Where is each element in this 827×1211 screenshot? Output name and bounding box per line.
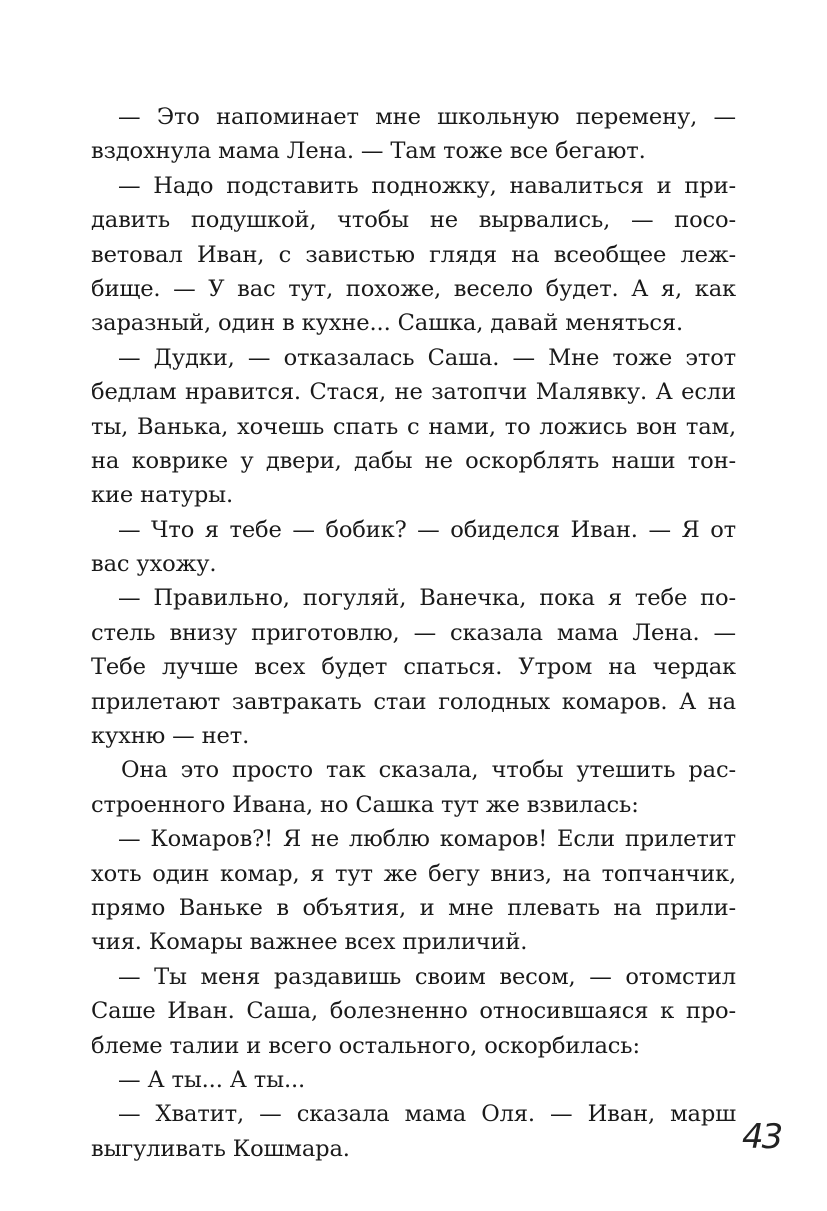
text-line: строенного Ивана, но Сашка тут же взвилась: xyxy=(91,791,639,818)
text-line: Саше Иван. Саша, болезненно относившаяся к про- xyxy=(91,998,736,1025)
text-line: — Комаров?! Я не люблю комаров! Если прилетит xyxy=(118,826,736,853)
page-body-text xyxy=(91,100,736,1166)
text-line: давить подушкой, чтобы не вырвались, — посо- xyxy=(91,207,736,234)
text-line: на коврике у двери, дабы не оскорблять наши тон- xyxy=(91,447,736,474)
text-line: — А ты... А ты... xyxy=(118,1066,306,1093)
text-line: ты, Ванька, хочешь спать с нами, то ложись вон там, xyxy=(91,413,736,440)
text-line: — Дудки, — отказалась Саша. — Мне тоже этот xyxy=(118,344,736,371)
text-line: — Ты меня раздавишь своим весом, — отомстил xyxy=(118,963,736,990)
text-line: блеме талии и всего остального, оскорбилась: xyxy=(91,1032,640,1059)
text-line: бище. — У вас тут, похоже, весело будет. А я, как xyxy=(91,275,736,302)
text-line: — Это напоминает мне школьную перемену, — xyxy=(118,104,736,130)
text-line: прилетают завтракать стаи голодных комаров. А на xyxy=(91,688,736,715)
text-line: бедлам нравится. Стася, не затопчи Малявку. А если xyxy=(91,379,736,406)
text-line: — Хватит, — сказала мама Оля. — Иван, марш xyxy=(118,1101,736,1128)
text-line: — Надо подставить подножку, навалиться и при- xyxy=(118,172,736,199)
text-line: кие натуры. xyxy=(91,482,234,509)
text-line: заразный, один в кухне... Сашка, давай меняться. xyxy=(91,310,684,337)
text-line: вас ухожу. xyxy=(91,551,217,578)
text-line: хоть один комар, я тут же бегу вниз, на топчанчик, xyxy=(91,860,736,887)
text-line: — Что я тебе — бобик? — обиделся Иван. — Я от xyxy=(118,516,736,543)
text-line: — Правильно, погуляй, Ванечка, пока я тебе по- xyxy=(118,585,736,612)
text-line: вздохнула мама Лена. — Там тоже все бегают. xyxy=(91,138,646,165)
text-line: стель внизу приготовлю, — сказала мама Лена. — xyxy=(91,619,736,646)
text-line: ветовал Иван, с завистью глядя на всеобщее леж- xyxy=(91,241,736,268)
text-line: Она это просто так сказала, чтобы утешить рас- xyxy=(121,757,736,784)
text-line: кухню — нет. xyxy=(91,723,250,750)
page-number: 43 xyxy=(742,1117,782,1157)
text-line: Тебе лучше всех будет спаться. Утром на чердак xyxy=(91,654,736,681)
text-line: чия. Комары важнее всех приличий. xyxy=(91,929,528,956)
text-line: прямо Ваньке в объятия, и мне плевать на прили- xyxy=(91,894,736,921)
text-line: выгуливать Кошмара. xyxy=(91,1135,350,1162)
